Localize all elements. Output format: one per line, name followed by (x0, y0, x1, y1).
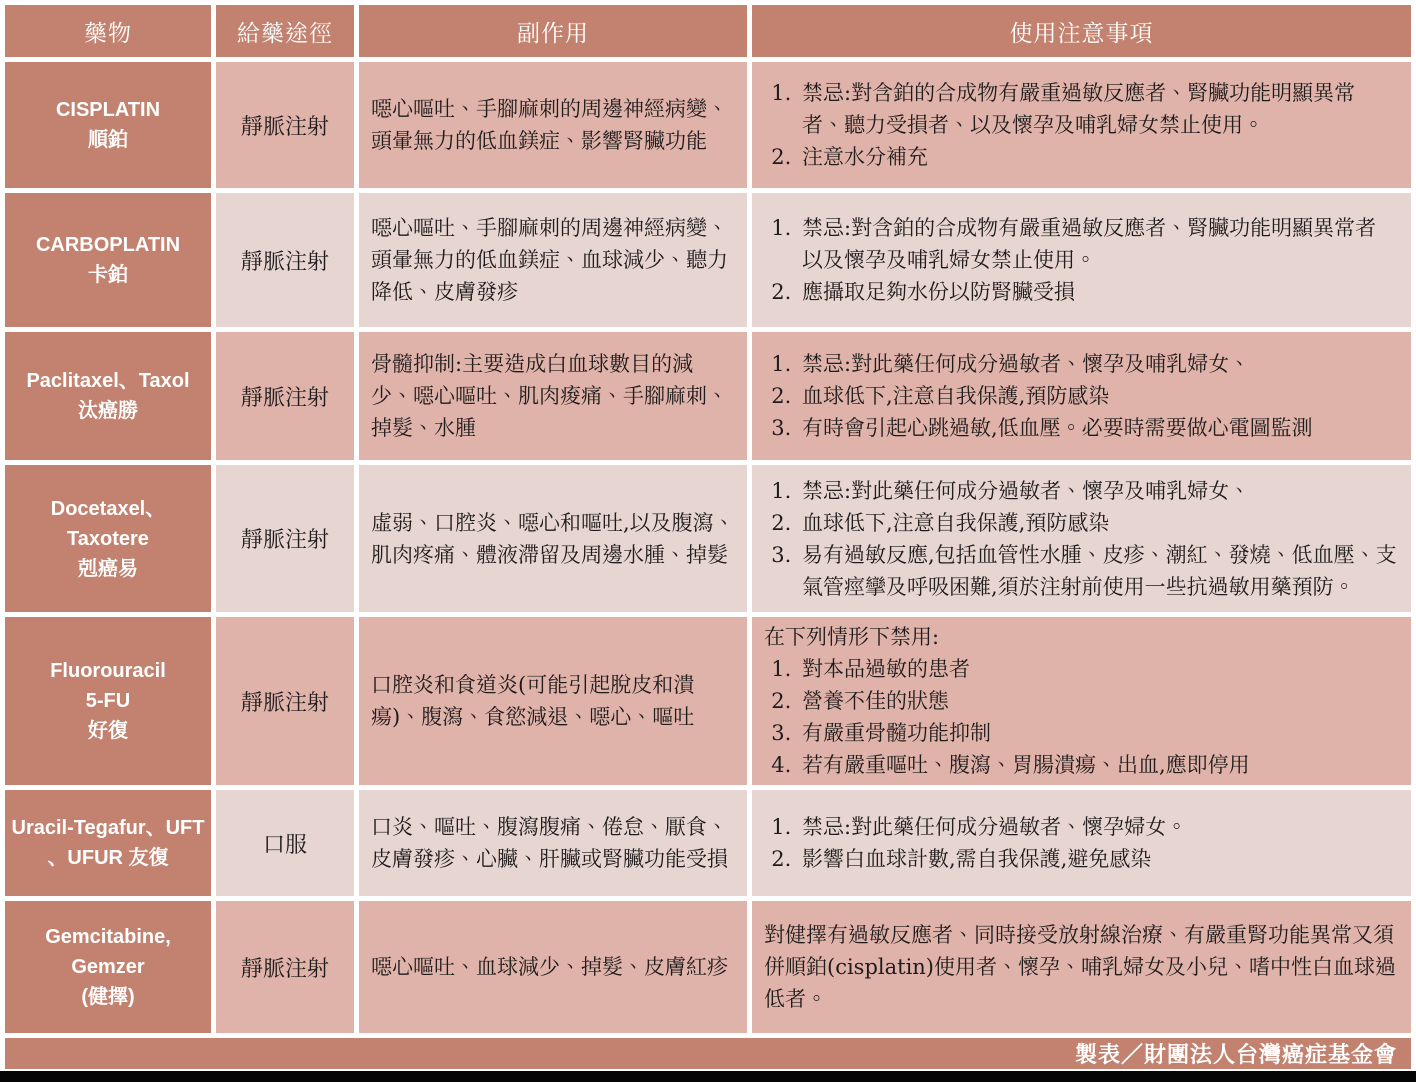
precautions-text: 對健擇有過敏反應者、同時接受放射線治療、有嚴重腎功能異常又須併順鉑(cisplatin)使用者、懷孕、哺乳婦女及小兒、嗜中性白血球過低者。 (764, 923, 1396, 1011)
precaution-item: 1. 禁忌:對此藥任何成分過敏者、懷孕及哺乳婦女、 (798, 475, 1397, 507)
precautions-cell (752, 901, 1411, 1033)
precaution-item: 2. 血球低下,注意自我保護,預防感染 (798, 507, 1397, 539)
drug-name-cell: CISPLATIN 順鉑 (5, 62, 211, 188)
precautions-cell (752, 465, 1411, 612)
column-header-route: 給藥途徑 (216, 5, 354, 57)
table-row (5, 901, 1411, 1033)
precautions-list (760, 475, 1397, 603)
precaution-item: 1. 禁忌:對此藥任何成分過敏者、懷孕及哺乳婦女、 (798, 348, 1397, 380)
precaution-item: 2. 注意水分補充 (798, 141, 1397, 173)
drug-name-cell: Paclitaxel、Taxol 汰癌勝 (5, 332, 211, 460)
side-effects-cell: 噁心嘔吐、血球減少、掉髮、皮膚紅疹 (359, 901, 747, 1033)
precaution-item: 1. 禁忌:對此藥任何成分過敏者、懷孕婦女。 (798, 811, 1397, 843)
credit-text: 製表／財團法人台灣癌症基金會 (1074, 1042, 1397, 1068)
precautions-list (760, 348, 1397, 444)
drug-name-cell: Uracil-Tegafur、UFT 、UFUR 友復 (5, 790, 211, 896)
precaution-item: 2. 影響白血球計數,需自我保護,避免感染 (798, 843, 1397, 875)
table-row (5, 62, 1411, 188)
route-cell: 靜脈注射 (216, 465, 354, 612)
precautions-cell (752, 332, 1411, 460)
precaution-item: 3. 有時會引起心跳過敏,低血壓。必要時需要做心電圖監測 (798, 412, 1397, 444)
bottom-strip (0, 1071, 1416, 1082)
precautions-intro: 在下列情形下禁用: (764, 625, 940, 649)
precaution-item: 2. 應攝取足夠水份以防腎臟受損 (798, 276, 1397, 308)
drug-name-cell: CARBOPLATIN 卡鉑 (5, 193, 211, 327)
side-effects-cell: 噁心嘔吐、手腳麻刺的周邊神經病變、頭暈無力的低血鎂症、血球減少、聽力降低、皮膚發疹 (359, 193, 747, 327)
column-header-precautions: 使用注意事項 (752, 5, 1411, 57)
table-body (5, 62, 1411, 1033)
precautions-list (760, 653, 1397, 781)
side-effects-cell: 骨髓抑制:主要造成白血球數目的減少、噁心嘔吐、肌肉痠痛、手腳麻刺、掉髮、水腫 (359, 332, 747, 460)
precautions-cell (752, 790, 1411, 896)
column-header-drug: 藥物 (5, 5, 211, 57)
precaution-item: 3. 易有過敏反應,包括血管性水腫、皮疹、潮紅、發燒、低血壓、支氣管痙攣及呼吸困難,須於注射前使用一些抗過敏用藥預防。 (798, 539, 1397, 603)
precautions-list (760, 212, 1397, 308)
precaution-item: 3. 有嚴重骨髓功能抑制 (798, 717, 1397, 749)
precaution-item: 1. 禁忌:對含鉑的合成物有嚴重過敏反應者、腎臟功能明顯異常者、聽力受損者、以及懷孕及哺乳婦女禁止使用。 (798, 77, 1397, 141)
route-cell: 口服 (216, 790, 354, 896)
table-row (5, 790, 1411, 896)
side-effects-cell: 口腔炎和食道炎(可能引起脫皮和潰瘍)、腹瀉、食慾減退、噁心、嘔吐 (359, 617, 747, 785)
table-row (5, 193, 1411, 327)
precaution-item: 1. 禁忌:對含鉑的合成物有嚴重過敏反應者、腎臟功能明顯異常者以及懷孕及哺乳婦女禁止使用。 (798, 212, 1397, 276)
precaution-item: 1. 對本品過敏的患者 (798, 653, 1397, 685)
credit-bar (5, 1038, 1411, 1069)
precautions-list (760, 77, 1397, 173)
route-cell: 靜脈注射 (216, 901, 354, 1033)
precaution-item: 4. 若有嚴重嘔吐、腹瀉、胃腸潰瘍、出血,應即停用 (798, 749, 1397, 781)
precaution-item: 2. 營養不佳的狀態 (798, 685, 1397, 717)
precautions-cell (752, 193, 1411, 327)
column-header-side-effects: 副作用 (359, 5, 747, 57)
precautions-cell (752, 617, 1411, 785)
precautions-list (760, 811, 1397, 875)
route-cell: 靜脈注射 (216, 617, 354, 785)
table-row (5, 617, 1411, 785)
precaution-item: 2. 血球低下,注意自我保護,預防感染 (798, 380, 1397, 412)
precautions-cell (752, 62, 1411, 188)
side-effects-cell: 虛弱、口腔炎、噁心和嘔吐,以及腹瀉、肌肉疼痛、體液滯留及周邊水腫、掉髮 (359, 465, 747, 612)
drug-name-cell: Gemcitabine, Gemzer (健擇) (5, 901, 211, 1033)
table-row (5, 465, 1411, 612)
side-effects-cell: 噁心嘔吐、手腳麻刺的周邊神經病變、頭暈無力的低血鎂症、影響腎臟功能 (359, 62, 747, 188)
route-cell: 靜脈注射 (216, 332, 354, 460)
table-header (5, 5, 1411, 57)
drug-name-cell: Docetaxel、Taxotere 剋癌易 (5, 465, 211, 612)
route-cell: 靜脈注射 (216, 62, 354, 188)
table-row (5, 332, 1411, 460)
route-cell: 靜脈注射 (216, 193, 354, 327)
side-effects-cell: 口炎、嘔吐、腹瀉腹痛、倦怠、厭食、皮膚發疹、心臟、肝臟或腎臟功能受損 (359, 790, 747, 896)
drug-name-cell: Fluorouracil 5-FU 好復 (5, 617, 211, 785)
